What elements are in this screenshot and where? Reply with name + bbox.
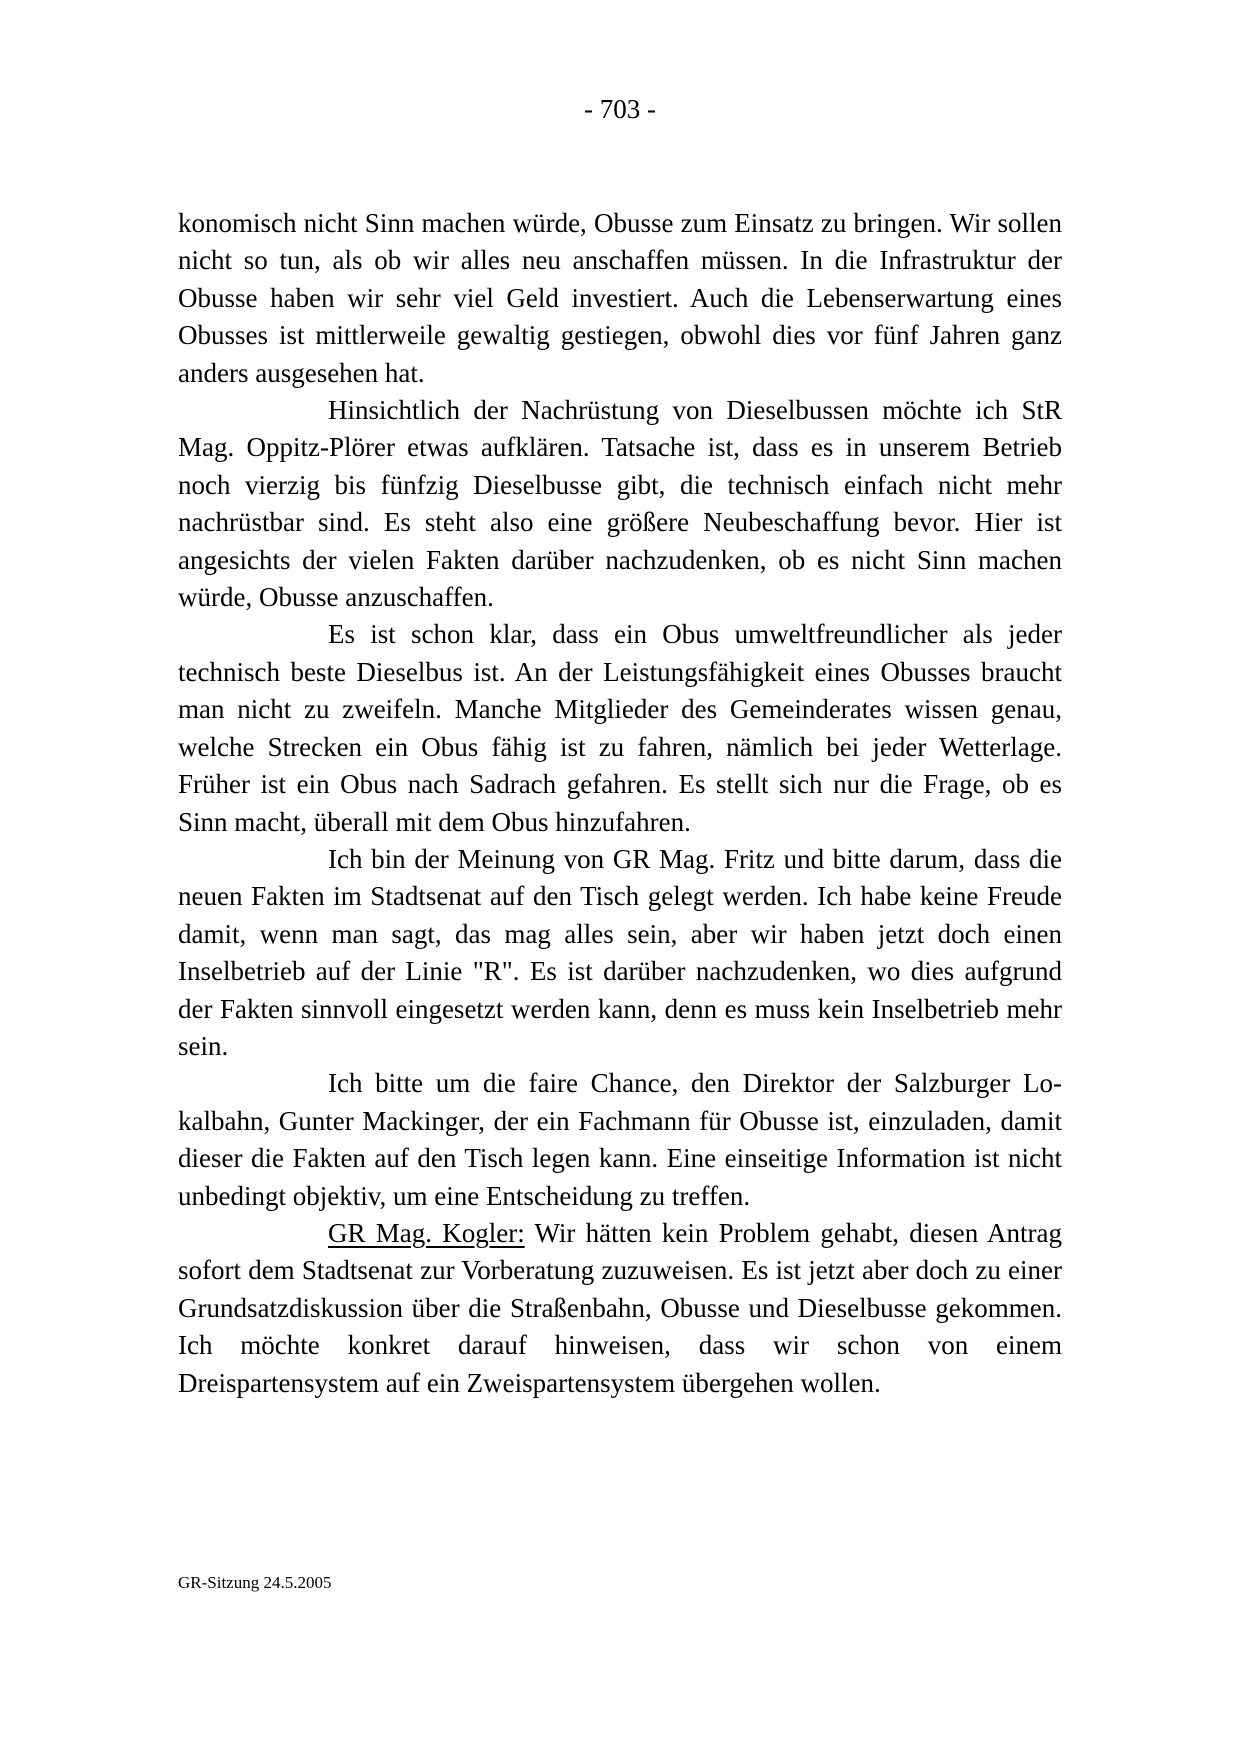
- speaker-name: GR Mag. Kogler:: [328, 1217, 525, 1248]
- paragraph-invite-director: Ich bitte um die faire Chance, den Direktor der Salzburger Lokalbahn, Gunter Mackinger, der ein Fachmann für Obusse ist, einzuladen, damit dieser die Fakten auf den Tisch legen kann. Eine einseitige Information ist nicht unbedingt objektiv, um eine Entscheidung zu treffen.: [178, 1068, 1062, 1211]
- paragraph-dieselbus-retrofit: Hinsichtlich der Nachrüstung von Dieselbussen möchte ich StR Mag. Oppitz-Plörer etwas aufklären. Tatsache ist, dass es in unserem Betrieb noch vierzig bis fünfzig Dieselbusse gibt, die technisch einfach nicht mehr nachrüstbar sind. Es steht also eine größere Neubeschaffung bevor. Hier ist angesichts der vielen Fakten darüber nachzudenken, ob es nicht Sinn machen würde, Obusse anzuschaffen.: [178, 395, 1062, 613]
- footer-session-date: GR-Sitzung 24.5.2005: [178, 1573, 332, 1592]
- paragraph-continuation: konomisch nicht Sinn machen würde, Obusse zum Einsatz zu bringen. Wir sollen nicht so tun, als ob wir alles neu anschaffen müssen. In die Infrastruktur der Obusse haben wir sehr viel Geld investiert. Auch die Lebenserwartung eines Obusses ist mittlerweile gewaltig gestiegen, obwohl dies vor fünf Jahren ganz anders ausgesehen hat.: [178, 208, 1062, 388]
- document-body: [178, 205, 1062, 1402]
- paragraph-kogler-statement: [178, 1215, 1062, 1402]
- speaker-statement: Wir hätten kein Problem gehabt, diesen Antrag sofort dem Stadtsenat zur Vorberatung zuzuweisen. Es ist jetzt aber doch zu einer Grundsatzdiskussion über die Straßenbahn, Obusse und Dieselbusse gekommen. Ich möchte konkret darauf hinweisen, dass wir schon von einem Dreispartensystem auf ein Zweispartensystem übergehen wollen.: [178, 1217, 1062, 1398]
- paragraph-obus-environment: Es ist schon klar, dass ein Obus umweltfreundlicher als jeder technisch beste Dieselbus ist. An der Leistungsfähigkeit eines Obusses braucht man nicht zu zweifeln. Manche Mitglieder des Gemeinderates wissen genau, welche Strecken ein Obus fähig ist zu fahren, nämlich bei jeder Wetterlage. Früher ist ein Obus nach Sadrach gefahren. Es stellt sich nur die Frage, ob es Sinn macht, überall mit dem Obus hinzufahren.: [178, 619, 1062, 837]
- paragraph-island-operation: Ich bin der Meinung von GR Mag. Fritz und bitte darum, dass die neuen Fakten im Stadtsenat auf den Tisch gelegt werden. Ich habe keine Freude damit, wenn man sagt, das mag alles sein, aber wir haben jetzt doch einen Inselbetrieb auf der Linie "R". Es ist darüber nachzudenken, wo dies aufgrund der Fakten sinnvoll eingesetzt werden kann, denn es muss kein Inselbetrieb mehr sein.: [178, 843, 1062, 1061]
- page-number: - 703 -: [584, 94, 656, 124]
